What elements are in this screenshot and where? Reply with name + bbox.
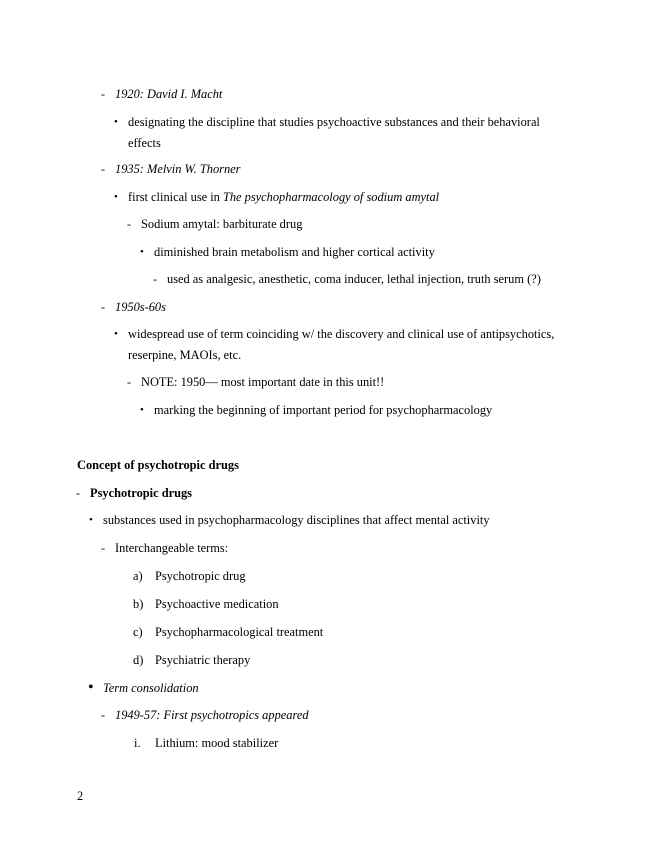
- macht-description: designating the discipline that studies psychoactive substances and their behavioral: [128, 115, 540, 129]
- dash-bullet: -: [76, 486, 80, 500]
- macht-heading: 1920: David I. Macht: [115, 87, 223, 101]
- page-number: 2: [77, 789, 84, 803]
- dash-bullet: -: [101, 708, 105, 722]
- dash-bullet: -: [101, 87, 105, 101]
- dash-bullet: -: [127, 217, 131, 231]
- bullet-dot: •: [140, 404, 144, 416]
- thorner-heading: 1935: Melvin W. Thorner: [115, 162, 241, 176]
- list-marker: b): [133, 597, 144, 611]
- bullet-dot: •: [114, 328, 118, 340]
- list-marker: a): [133, 569, 143, 583]
- term-consolidation: Term consolidation: [103, 681, 199, 695]
- widespread-use-cont: reserpine, MAOIs, etc.: [128, 348, 242, 362]
- list-marker: c): [133, 625, 143, 639]
- concept-heading: Concept of psychotropic drugs: [77, 458, 239, 472]
- lithium-item: Lithium: mood stabilizer: [155, 736, 279, 750]
- bullet-dot: •: [88, 679, 94, 696]
- amytal-uses: used as analgesic, anesthetic, coma inducer, lethal injection, truth serum (?): [167, 272, 541, 286]
- term-item: Psychopharmacological treatment: [155, 625, 324, 639]
- bullet-dot: •: [89, 514, 93, 526]
- first-psychotropics: 1949-57: First psychotropics appeared: [115, 708, 309, 722]
- list-marker: d): [133, 653, 144, 667]
- term-item: Psychiatric therapy: [155, 653, 251, 667]
- dash-bullet: -: [101, 541, 105, 555]
- thorner-first-use: first clinical use in The psychopharmacology of sodium amytal: [128, 190, 440, 204]
- macht-description-cont: effects: [128, 136, 161, 150]
- sodium-amytal: Sodium amytal: barbiturate drug: [141, 217, 303, 231]
- bullet-dot: •: [114, 191, 118, 203]
- term-item: Psychotropic drug: [155, 569, 246, 583]
- dash-bullet: -: [153, 272, 157, 286]
- note-1950: NOTE: 1950— most important date in this unit!!: [141, 375, 385, 389]
- list-marker: i.: [134, 736, 141, 750]
- widespread-use: widespread use of term coinciding w/ the discovery and clinical use of antipsychotics,: [128, 327, 555, 341]
- dash-bullet: -: [127, 375, 131, 389]
- dash-bullet: -: [101, 162, 105, 176]
- interchangeable-label: Interchangeable terms:: [115, 541, 229, 555]
- bullet-dot: •: [114, 116, 118, 128]
- term-item: Psychoactive medication: [155, 597, 279, 611]
- psychotropic-subheading: Psychotropic drugs: [90, 486, 192, 500]
- brain-effect: diminished brain metabolism and higher cortical activity: [154, 245, 435, 259]
- psychotropic-definition: substances used in psychopharmacology disciplines that affect mental activity: [103, 513, 490, 527]
- dash-bullet: -: [101, 300, 105, 314]
- bullet-dot: •: [140, 246, 144, 258]
- marking-beginning: marking the beginning of important period for psychopharmacology: [154, 403, 493, 417]
- fifties-heading: 1950s-60s: [115, 300, 166, 314]
